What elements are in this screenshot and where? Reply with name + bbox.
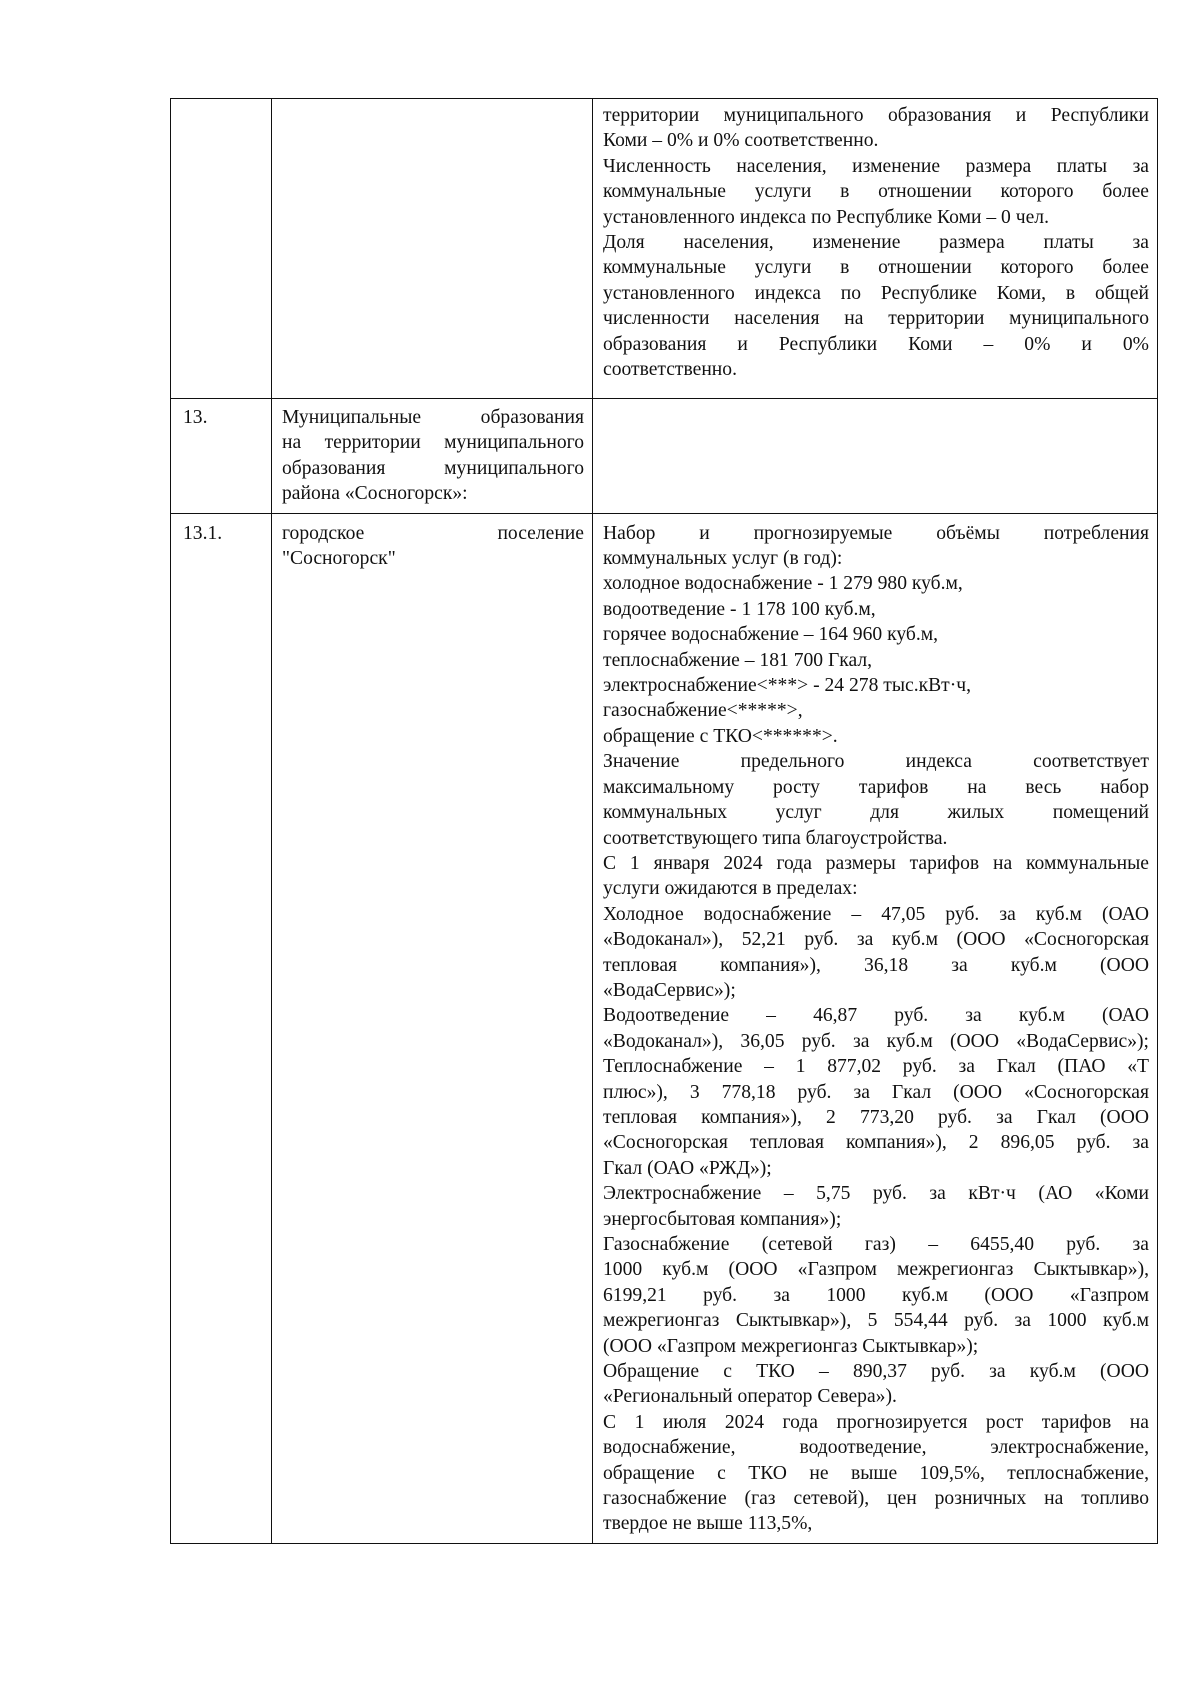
municipality-name-cell: Муниципальные образования на территории муниципального образования муниципального района «Сосногорск»: [272, 399, 593, 514]
table-row [171, 399, 1158, 514]
description-cell: территории муниципального образования и Республики Коми – 0% и 0% соответственно. Численность населения, изменение размера платы за коммунальные услуги в отношении которого более установленного индекса по Республике Коми – 0 чел. Доля населения, изменение размера платы за коммунальные услуги в отношении которого более установленного индекса по Республике Коми, в общей численности населения на территории муниципального образования и Республики Коми – 0% и 0% соответственно. [593, 99, 1158, 399]
row-number-cell: 13. [171, 399, 272, 514]
table-row [171, 99, 1158, 399]
tariff-table [170, 98, 1158, 1544]
table-row [171, 513, 1158, 1543]
row-number-cell: 13.1. [171, 513, 272, 1543]
municipality-name-cell: городское поселение "Сосногорск" [272, 513, 593, 1543]
description-cell: Набор и прогнозируемые объёмы потребления коммунальных услуг (в год): холодное водоснабжение - 1 279 980 куб.м, водоотведение - 1 178 100 куб.м, горячее водоснабжение – 164 960 куб.м, теплоснабжение – 181 700 Гкал, электроснабжение<***> - 24 278 тыс.кВт·ч, газоснабжение<*****>, обращение с ТКО<******>. Значение предельного индекса соответствует максимальному росту тарифов на весь набор коммунальных услуг для жилых помещений соответствующего типа благоустройства. С 1 января 2024 года размеры тарифов на коммунальные услуги ожидаются в пределах: Холодное водоснабжение – 47,05 руб. за куб.м (ОАО «Водоканал»), 52,21 руб. за куб.м (ООО «Сосногорская тепловая компания»), 36,18 за куб.м (ООО «ВодаСервис»); Водоотведение – 46,87 руб. за куб.м (ОАО «Водоканал»), 36,05 руб. за куб.м (ООО «ВодаСервис»); Теплоснабжение – 1 877,02 руб. за Гкал (ПАО «Т плюс»), 3 778,18 руб. за Гкал (ООО «Сосногорская тепловая компания»), 2 773,20 руб. за Гкал (ООО «Сосногорская тепловая компания»), 2 896,05 руб. за Гкал (ОАО «РЖД»); Электроснабжение – 5,75 руб. за кВт·ч (АО «Коми энергосбытовая компания»); Газоснабжение (сетевой газ) – 6455,40 руб. за 1000 куб.м (ООО «Газпром межрегионгаз Сыктывкар»), 6199,21 руб. за 1000 куб.м (ООО «Газпром межрегионгаз Сыктывкар»), 5 554,44 руб. за 1000 куб.м (ООО «Газпром межрегионгаз Сыктывкар»); Обращение с ТКО – 890,37 руб. за куб.м (ООО «Региональный оператор Севера»). С 1 июля 2024 года прогнозируется рост тарифов на водоснабжение, водоотведение, электроснабжение, обращение с ТКО не выше 109,5%, теплоснабжение, газоснабжение (газ сетевой), цен розничных на топливо твердое не выше 113,5%, [593, 513, 1158, 1543]
row-number-cell [171, 99, 272, 399]
description-cell [593, 399, 1158, 514]
municipality-name-cell [272, 99, 593, 399]
